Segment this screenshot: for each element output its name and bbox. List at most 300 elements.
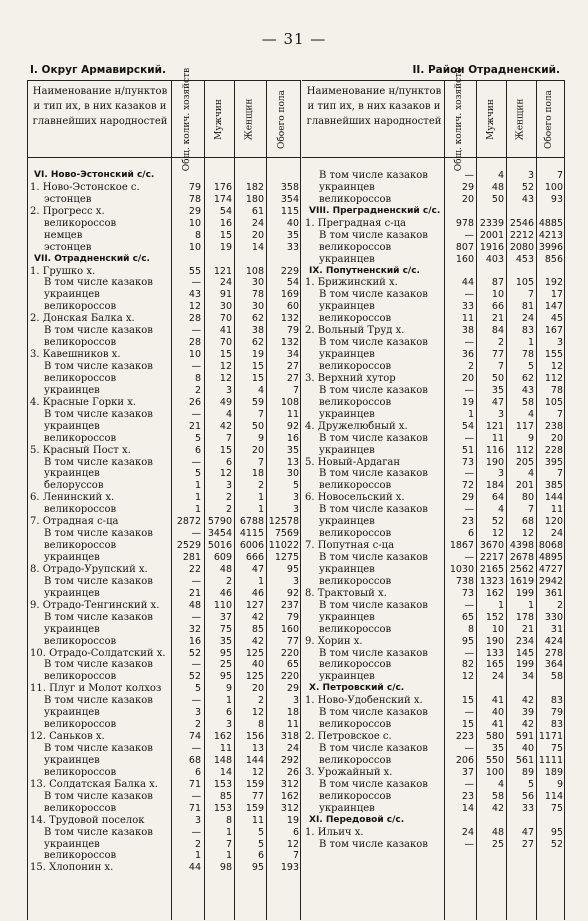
table-row <box>30 624 300 636</box>
table-row <box>305 803 564 815</box>
row-name: великороссов <box>319 241 392 253</box>
table-row <box>30 779 300 791</box>
cell-women: 7 <box>257 408 264 420</box>
cell-women: 112 <box>515 444 534 456</box>
cell-women: 11 <box>251 814 264 826</box>
cell-women: 3 <box>527 170 534 181</box>
cell-women: 38 <box>251 325 264 337</box>
table-row <box>305 385 564 397</box>
row-name: 2. Донская Балка х. <box>30 313 135 325</box>
column-header-households-right: Общ. колич. хозяйств <box>454 67 465 171</box>
row-name: 8. Отрадо-Урупский х. <box>30 563 148 575</box>
table-row <box>30 349 300 361</box>
cell-men: 2 <box>225 575 232 587</box>
cell-total: 75 <box>550 802 563 814</box>
table-row <box>305 576 564 588</box>
cell-households: 95 <box>461 635 474 647</box>
cell-households: — <box>191 408 201 420</box>
table-row <box>30 492 300 504</box>
row-name: В том числе казаков <box>44 743 153 754</box>
cell-women: 95 <box>251 862 264 874</box>
cell-men: 15 <box>219 444 232 456</box>
cell-households: — <box>191 826 201 838</box>
cell-households: 1 <box>194 504 201 516</box>
cell-households: 54 <box>461 420 474 432</box>
cell-households: 23 <box>461 516 474 528</box>
row-name: великороссов <box>319 659 392 671</box>
column-header-name-left: Наименование н/пунктов и тип их, в них казаков и главнейших народностей <box>32 86 168 127</box>
cell-households: 23 <box>461 790 474 802</box>
row-name: украинцев <box>44 420 100 432</box>
page-number: — 31 — <box>261 30 327 48</box>
table-row <box>30 266 300 278</box>
row-name: великороссов <box>319 754 392 766</box>
cell-households: 20 <box>461 372 474 384</box>
cell-men: 11 <box>219 743 232 754</box>
table-row <box>305 659 564 671</box>
cell-men: 70 <box>219 313 232 325</box>
table-row <box>305 552 564 564</box>
cell-total: 78 <box>550 384 563 396</box>
row-name: великороссов <box>44 337 117 349</box>
row-name: белоруссов <box>44 480 104 492</box>
cell-men: 162 <box>485 587 504 599</box>
cell-men: 165 <box>485 659 504 671</box>
cell-total: 237 <box>280 599 299 611</box>
rule <box>300 80 301 920</box>
row-name: украинцев <box>319 181 375 193</box>
cell-total: 30 <box>286 468 299 480</box>
row-name: В том числе казаков <box>319 743 428 754</box>
row-name: В том числе казаков <box>319 432 428 444</box>
cell-men: 64 <box>491 492 504 504</box>
cell-households: 52 <box>188 647 201 659</box>
cell-men: 21 <box>491 313 504 325</box>
cell-men: 190 <box>485 635 504 647</box>
row-name: В том числе казаков <box>44 790 153 802</box>
table-row <box>30 767 300 779</box>
row-name: В том числе казаков <box>44 408 153 420</box>
cell-women: 78 <box>251 289 264 301</box>
cell-households: 6 <box>194 766 201 778</box>
cell-men: 2165 <box>479 563 504 575</box>
cell-men: 152 <box>485 611 504 623</box>
row-name: великороссов <box>319 790 392 802</box>
section-title: IX. Попутненский с/с. <box>309 265 420 276</box>
cell-households: 223 <box>455 731 474 743</box>
cell-total: 9 <box>556 778 563 790</box>
row-name: украинцев <box>44 754 100 766</box>
cell-men: 30 <box>219 301 232 313</box>
cell-households: — <box>464 647 474 659</box>
cell-women: 15 <box>251 361 264 372</box>
cell-households: 1 <box>194 492 201 504</box>
cell-men: 35 <box>491 384 504 396</box>
cell-households: 24 <box>461 826 474 838</box>
right-table-body <box>305 170 564 850</box>
cell-total: 105 <box>544 396 563 408</box>
cell-total: 2942 <box>538 575 563 587</box>
cell-women: 12 <box>251 766 264 778</box>
table-row <box>30 457 300 469</box>
row-name: великороссов <box>44 850 117 862</box>
row-name: В том числе казаков <box>44 528 153 540</box>
row-name: великороссов <box>44 504 117 516</box>
cell-households: 5 <box>194 468 201 480</box>
table-row <box>30 409 300 421</box>
table-row <box>30 636 300 648</box>
cell-men: 15 <box>219 229 232 241</box>
cell-total: 79 <box>286 325 299 337</box>
cell-households: 52 <box>188 671 201 683</box>
row-name: 12. Саньков х. <box>30 731 105 743</box>
cell-men: 5790 <box>207 516 232 528</box>
cell-men: 121 <box>213 265 232 277</box>
cell-women: 2 <box>257 695 264 707</box>
cell-men: 6 <box>225 456 232 468</box>
row-name: 1. Ильич х. <box>305 826 364 838</box>
cell-women: 30 <box>251 301 264 313</box>
row-name: великороссов <box>44 540 117 552</box>
cell-women: 1 <box>257 504 264 516</box>
cell-households: 65 <box>461 611 474 623</box>
table-row <box>305 409 564 421</box>
cell-women: 42 <box>521 719 534 731</box>
table-row <box>305 325 564 337</box>
cell-men: 87 <box>491 277 504 289</box>
cell-men: 121 <box>485 420 504 432</box>
cell-women: 205 <box>515 456 534 468</box>
row-name: великороссов <box>319 480 392 492</box>
table-row <box>30 576 300 588</box>
table-row <box>30 743 300 755</box>
table-row <box>305 516 564 528</box>
table-row <box>30 731 300 743</box>
header-rule-right <box>302 157 564 158</box>
table-row <box>305 349 564 361</box>
column-header-total-right: Обоего пола <box>544 89 555 149</box>
cell-households: — <box>191 695 201 707</box>
table-row <box>30 540 300 552</box>
row-name: 4. Красные Горки х. <box>30 396 137 408</box>
row-name: украинцев <box>319 253 375 265</box>
cell-total: 1111 <box>538 754 563 766</box>
row-name: В том числе казаков <box>44 277 153 289</box>
cell-men: 41 <box>219 325 232 337</box>
table-row <box>30 468 300 480</box>
cell-households: 978 <box>455 217 474 229</box>
row-name: В том числе казаков <box>319 170 428 181</box>
cell-women: 81 <box>521 301 534 313</box>
cell-households: — <box>464 432 474 444</box>
cell-men: 84 <box>491 325 504 337</box>
row-name: великороссов <box>44 372 117 384</box>
cell-women: 145 <box>515 647 534 659</box>
table-row <box>305 445 564 457</box>
row-name: украинцев <box>319 563 375 575</box>
cell-men: 3670 <box>479 540 504 552</box>
table-row <box>30 612 300 624</box>
row-name: 2. Петровское с. <box>305 731 392 743</box>
row-name: украинцев <box>44 468 100 480</box>
cell-men: 41 <box>491 695 504 707</box>
table-row <box>305 289 564 301</box>
table-row <box>305 468 564 480</box>
cell-total: 120 <box>544 516 563 528</box>
cell-men: 5016 <box>207 540 232 552</box>
cell-total: 108 <box>280 396 299 408</box>
header-right: II. Район Отрадненский. <box>412 64 560 76</box>
row-name: великороссов <box>319 313 392 325</box>
cell-total: 93 <box>550 193 563 205</box>
column-header-households-left: Общ. колич. хозяйств <box>182 67 193 171</box>
row-name: великороссов <box>44 802 117 814</box>
cell-households: 68 <box>188 754 201 766</box>
table-row <box>30 683 300 695</box>
cell-men: 1323 <box>479 575 504 587</box>
cell-women: 24 <box>251 217 264 229</box>
cell-total: 83 <box>550 695 563 707</box>
cell-women: 7 <box>527 289 534 301</box>
row-name: украинцев <box>319 301 375 313</box>
cell-total: 35 <box>286 229 299 241</box>
row-name: 7. Отрадная с-ца <box>30 516 119 528</box>
table-row <box>30 337 300 349</box>
rule <box>564 80 565 920</box>
table-row <box>30 421 300 433</box>
cell-women: 2212 <box>509 229 534 241</box>
cell-total: 3 <box>556 337 563 349</box>
cell-men: 148 <box>213 754 232 766</box>
row-name: В том числе казаков <box>319 289 428 301</box>
table-row <box>30 373 300 385</box>
cell-total: 385 <box>544 480 563 492</box>
cell-households: 12 <box>461 671 474 683</box>
cell-households: 1030 <box>449 563 474 575</box>
cell-total: 4895 <box>538 552 563 563</box>
cell-women: 19 <box>251 349 264 361</box>
cell-households: 3 <box>194 707 201 719</box>
row-name: 1. Ново-Эстонское с. <box>30 181 140 193</box>
table-row <box>305 397 564 409</box>
cell-total: 95 <box>286 563 299 575</box>
row-name: украинцев <box>319 408 375 420</box>
cell-households: 36 <box>461 349 474 361</box>
cell-households: 32 <box>188 623 201 635</box>
cell-women: 5 <box>527 778 534 790</box>
table-row <box>30 194 300 206</box>
row-name: украинцев <box>319 516 375 528</box>
table-row <box>30 850 300 862</box>
table-row <box>305 301 564 313</box>
table-row <box>305 170 564 182</box>
cell-total: 26 <box>286 766 299 778</box>
cell-women: 2080 <box>509 241 534 253</box>
cell-households: 2 <box>467 361 474 372</box>
row-name: украинцев <box>44 707 100 719</box>
row-name: В том числе казаков <box>319 599 428 611</box>
cell-total: 92 <box>286 420 299 432</box>
cell-households: — <box>191 659 201 671</box>
cell-total: 132 <box>280 313 299 325</box>
table-row <box>305 361 564 373</box>
cell-total: 3996 <box>538 241 563 253</box>
cell-women: 42 <box>251 635 264 647</box>
cell-total: 11022 <box>268 540 299 552</box>
cell-men: 3 <box>225 480 232 492</box>
section-row <box>30 170 300 182</box>
row-name: украинцев <box>44 838 100 850</box>
cell-women: 9 <box>527 432 534 444</box>
cell-women: 62 <box>521 372 534 384</box>
row-name: 1. Грушко х. <box>30 265 96 277</box>
cell-women: 1619 <box>509 575 534 587</box>
cell-men: 41 <box>491 719 504 731</box>
cell-total: 3 <box>292 575 299 587</box>
cell-households: 43 <box>188 289 201 301</box>
cell-households: 37 <box>461 766 474 778</box>
cell-men: 184 <box>485 480 504 492</box>
cell-men: 4 <box>497 778 504 790</box>
cell-households: 29 <box>188 205 201 217</box>
cell-total: 13 <box>286 456 299 468</box>
cell-total: 160 <box>280 623 299 635</box>
cell-men: 176 <box>213 181 232 193</box>
cell-women: 4115 <box>239 528 264 540</box>
row-name: В том числе казаков <box>319 778 428 790</box>
cell-households: 71 <box>188 802 201 814</box>
cell-total: 115 <box>280 205 299 217</box>
table-row <box>30 480 300 492</box>
cell-households: — <box>191 456 201 468</box>
cell-total: 1171 <box>538 731 563 743</box>
cell-households: 28 <box>188 313 201 325</box>
cell-total: 424 <box>544 635 563 647</box>
cell-households: — <box>464 838 474 850</box>
cell-households: — <box>464 743 474 754</box>
row-name: В том числе казаков <box>319 229 428 241</box>
table-row <box>30 433 300 445</box>
cell-households: 1 <box>467 408 474 420</box>
row-name: 5. Красный Пост х. <box>30 444 131 456</box>
cell-men: 153 <box>213 802 232 814</box>
cell-women: 21 <box>521 623 534 635</box>
cell-total: 5 <box>292 480 299 492</box>
table-row <box>305 600 564 612</box>
table-row <box>30 230 300 242</box>
cell-women: 43 <box>521 193 534 205</box>
cell-total: 220 <box>280 647 299 659</box>
cell-total: 40 <box>286 217 299 229</box>
cell-total: 192 <box>544 277 563 289</box>
row-name: 8. Трактовый х. <box>305 587 387 599</box>
cell-households: 6 <box>467 528 474 540</box>
table-row <box>305 779 564 791</box>
row-name: 2. Прогресс х. <box>30 205 105 217</box>
row-name: В том числе казаков <box>44 611 153 623</box>
table-row <box>30 827 300 839</box>
cell-women: 30 <box>251 277 264 289</box>
cell-men: 7 <box>225 432 232 444</box>
cell-total: 12 <box>550 361 563 372</box>
table-row <box>30 313 300 325</box>
cell-total: 147 <box>544 301 563 313</box>
cell-men: 35 <box>219 635 232 647</box>
cell-men: 1 <box>225 695 232 707</box>
cell-total: 361 <box>544 587 563 599</box>
cell-total: 7 <box>556 468 563 480</box>
row-name: 10. Отрадо-Солдатский х. <box>30 647 166 659</box>
section-title: VI. Ново-Эстонский с/с. <box>34 170 155 180</box>
cell-households: 19 <box>461 396 474 408</box>
table-row <box>305 194 564 206</box>
cell-women: 5 <box>257 838 264 850</box>
cell-women: 40 <box>521 743 534 754</box>
cell-households: — <box>191 528 201 540</box>
cell-men: 2 <box>497 337 504 349</box>
section-row <box>305 266 564 278</box>
cell-women: 234 <box>515 635 534 647</box>
cell-total: 52 <box>550 838 563 850</box>
cell-women: 6 <box>257 850 264 862</box>
cell-women: 144 <box>245 754 264 766</box>
cell-men: 42 <box>491 802 504 814</box>
cell-women: 117 <box>515 420 534 432</box>
cell-total: 33 <box>286 241 299 253</box>
row-name: великороссов <box>319 361 392 372</box>
table-row <box>305 636 564 648</box>
cell-men: 48 <box>491 826 504 838</box>
cell-women: 9 <box>257 432 264 444</box>
row-name: великороссов <box>319 719 392 731</box>
row-name: В том числе казаков <box>319 552 428 563</box>
cell-men: 46 <box>219 587 232 599</box>
cell-women: 666 <box>245 552 264 563</box>
cell-men: 2217 <box>479 552 504 563</box>
row-name: 3. Верхний хутор <box>305 372 396 384</box>
cell-women: 108 <box>245 265 264 277</box>
cell-men: 7 <box>225 838 232 850</box>
row-name: украинцев <box>319 671 375 683</box>
row-name: украинцев <box>319 802 375 814</box>
cell-total: 11 <box>286 719 299 731</box>
row-name: 1. Преградная с-ца <box>305 217 407 229</box>
cell-total: 11 <box>550 504 563 516</box>
cell-households: 8 <box>467 623 474 635</box>
cell-women: 178 <box>515 611 534 623</box>
cell-men: 75 <box>219 623 232 635</box>
cell-total: 228 <box>544 444 563 456</box>
table-row <box>30 803 300 815</box>
row-name: В том числе казаков <box>319 337 428 349</box>
cell-households: — <box>191 575 201 587</box>
cell-total: 318 <box>280 731 299 743</box>
cell-households: 3 <box>194 814 201 826</box>
table-row <box>30 182 300 194</box>
cell-households: 15 <box>461 719 474 731</box>
cell-men: 54 <box>219 205 232 217</box>
cell-total: 95 <box>550 826 563 838</box>
cell-households: — <box>464 552 474 563</box>
cell-households: — <box>464 337 474 349</box>
section-title: X. Петровский с/с. <box>309 683 405 694</box>
cell-households: 82 <box>461 659 474 671</box>
row-name: украинцев <box>319 349 375 361</box>
cell-households: 78 <box>188 193 201 205</box>
cell-men: 4 <box>225 408 232 420</box>
row-name: 3. Урожайный х. <box>305 766 393 778</box>
cell-men: 70 <box>219 337 232 349</box>
